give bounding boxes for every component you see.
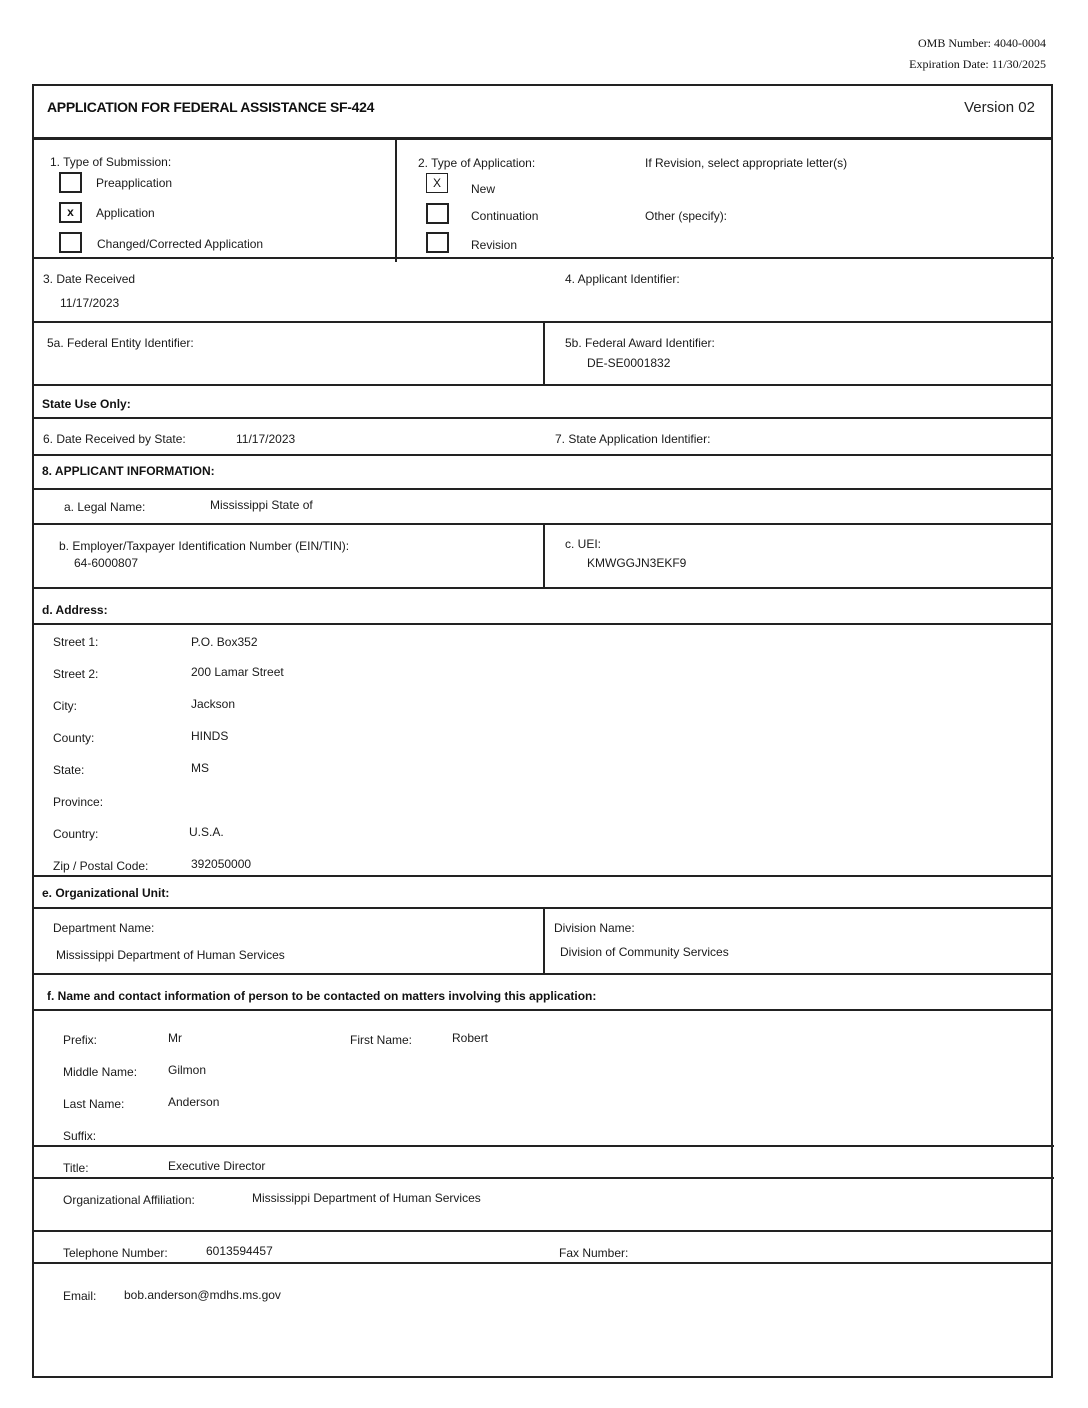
first-name-value[interactable]: Robert [452,1031,489,1045]
divider [32,137,1051,140]
applicant-information-header: 8. APPLICANT INFORMATION: [42,464,215,478]
uei-label: c. UEI: [565,537,602,551]
street2-label: Street 2: [53,667,99,681]
fax-label: Fax Number: [559,1246,629,1260]
division-name-value[interactable]: Division of Community Services [560,945,729,959]
divider [32,417,1051,419]
form-version: Version 02 [964,99,1035,116]
date-received-by-state-label: 6. Date Received by State: [43,432,186,446]
divider [543,321,545,385]
state-application-identifier-label: 7. State Application Identifier: [555,432,711,446]
divider [32,523,1051,525]
date-received-value[interactable]: 11/17/2023 [60,296,120,310]
organizational-affiliation-label: Organizational Affiliation: [63,1193,195,1207]
telephone-label: Telephone Number: [63,1246,168,1260]
other-specify-label: Other (specify): [645,209,728,223]
divider [32,1145,1054,1147]
title-value[interactable]: Executive Director [168,1159,266,1173]
revision-checkbox[interactable] [426,232,449,253]
new-label: New [471,182,496,196]
divider [32,907,1051,909]
divider [32,488,1051,490]
revision-letter-label: If Revision, select appropriate letter(s) [645,156,848,170]
changed-corrected-checkbox[interactable] [59,232,82,253]
organizational-affiliation-value[interactable]: Mississippi Department of Human Services [252,1191,481,1205]
divider [395,140,397,262]
last-name-value[interactable]: Anderson [168,1095,220,1109]
application-checkbox[interactable]: x [59,202,82,223]
title-label: Title: [63,1161,89,1175]
federal-entity-identifier-label: 5a. Federal Entity Identifier: [47,336,194,350]
middle-name-value[interactable]: Gilmon [168,1063,207,1077]
street2-value[interactable]: 200 Lamar Street [191,665,284,679]
country-label: Country: [53,827,99,841]
ein-value[interactable]: 64-6000807 [74,556,139,570]
new-checkbox[interactable]: X [426,173,448,193]
continuation-label: Continuation [471,209,539,223]
department-name-label: Department Name: [53,921,155,935]
changed-corrected-label: Changed/Corrected Application [97,237,264,251]
legal-name-value[interactable]: Mississippi State of [210,498,313,512]
divider [32,875,1051,877]
country-value[interactable]: U.S.A. [189,825,224,839]
divider [543,523,545,588]
suffix-label: Suffix: [63,1129,97,1143]
contact-info-header: f. Name and contact information of person to be contacted on matters involving this application: [47,989,597,1003]
department-name-value[interactable]: Mississippi Department of Human Services [56,948,285,962]
revision-label: Revision [471,238,518,252]
legal-name-label: a. Legal Name: [64,500,146,514]
preapplication-label: Preapplication [96,176,173,190]
city-label: City: [53,699,77,713]
divider [32,384,1051,386]
date-received-by-state-value[interactable]: 11/17/2023 [236,432,296,446]
federal-award-identifier-value[interactable]: DE-SE0001832 [587,356,671,370]
divider [32,1230,1051,1232]
divider [543,907,545,973]
zip-value[interactable]: 392050000 [191,857,252,871]
divider [32,1177,1054,1179]
divider [32,973,1051,975]
preapplication-checkbox[interactable] [59,172,82,193]
divider [32,1009,1051,1011]
divider [32,321,1051,323]
type-of-application-label: 2. Type of Application: [418,156,536,170]
county-label: County: [53,731,95,745]
uei-value[interactable]: KMWGGJN3EKF9 [587,556,687,570]
province-label: Province: [53,795,104,809]
zip-label: Zip / Postal Code: [53,859,149,873]
address-header: d. Address: [42,603,108,617]
middle-name-label: Middle Name: [63,1065,138,1079]
first-name-label: First Name: [350,1033,413,1047]
applicant-identifier-label: 4. Applicant Identifier: [565,272,680,286]
street1-label: Street 1: [53,635,99,649]
state-use-only-header: State Use Only: [42,397,131,411]
divider [32,623,1051,625]
city-value[interactable]: Jackson [191,697,236,711]
email-value[interactable]: bob.anderson@mdhs.ms.gov [124,1288,281,1302]
division-name-label: Division Name: [554,921,635,935]
divider [32,1262,1051,1264]
date-received-label: 3. Date Received [43,272,136,286]
divider [32,257,1054,259]
continuation-checkbox[interactable] [426,203,449,224]
divider [32,587,1051,589]
type-of-submission-label: 1. Type of Submission: [50,155,172,169]
street1-value[interactable]: P.O. Box352 [191,635,258,649]
email-label: Email: [63,1289,97,1303]
omb-number: OMB Number: 4040-0004 [918,36,1046,50]
form-frame [32,84,1053,1378]
application-label: Application [96,206,155,220]
telephone-value[interactable]: 6013594457 [206,1244,273,1258]
county-value[interactable]: HINDS [191,729,229,743]
state-value[interactable]: MS [191,761,209,775]
last-name-label: Last Name: [63,1097,125,1111]
expiration-date: Expiration Date: 11/30/2025 [909,57,1046,71]
federal-award-identifier-label: 5b. Federal Award Identifier: [565,336,715,350]
divider [32,454,1051,456]
prefix-value[interactable]: Mr [168,1031,182,1045]
form-title: APPLICATION FOR FEDERAL ASSISTANCE SF-424 [47,99,375,115]
state-label: State: [53,763,85,777]
organizational-unit-header: e. Organizational Unit: [42,886,170,900]
prefix-label: Prefix: [63,1033,98,1047]
ein-label: b. Employer/Taxpayer Identification Number (EIN/TIN): [59,539,350,553]
